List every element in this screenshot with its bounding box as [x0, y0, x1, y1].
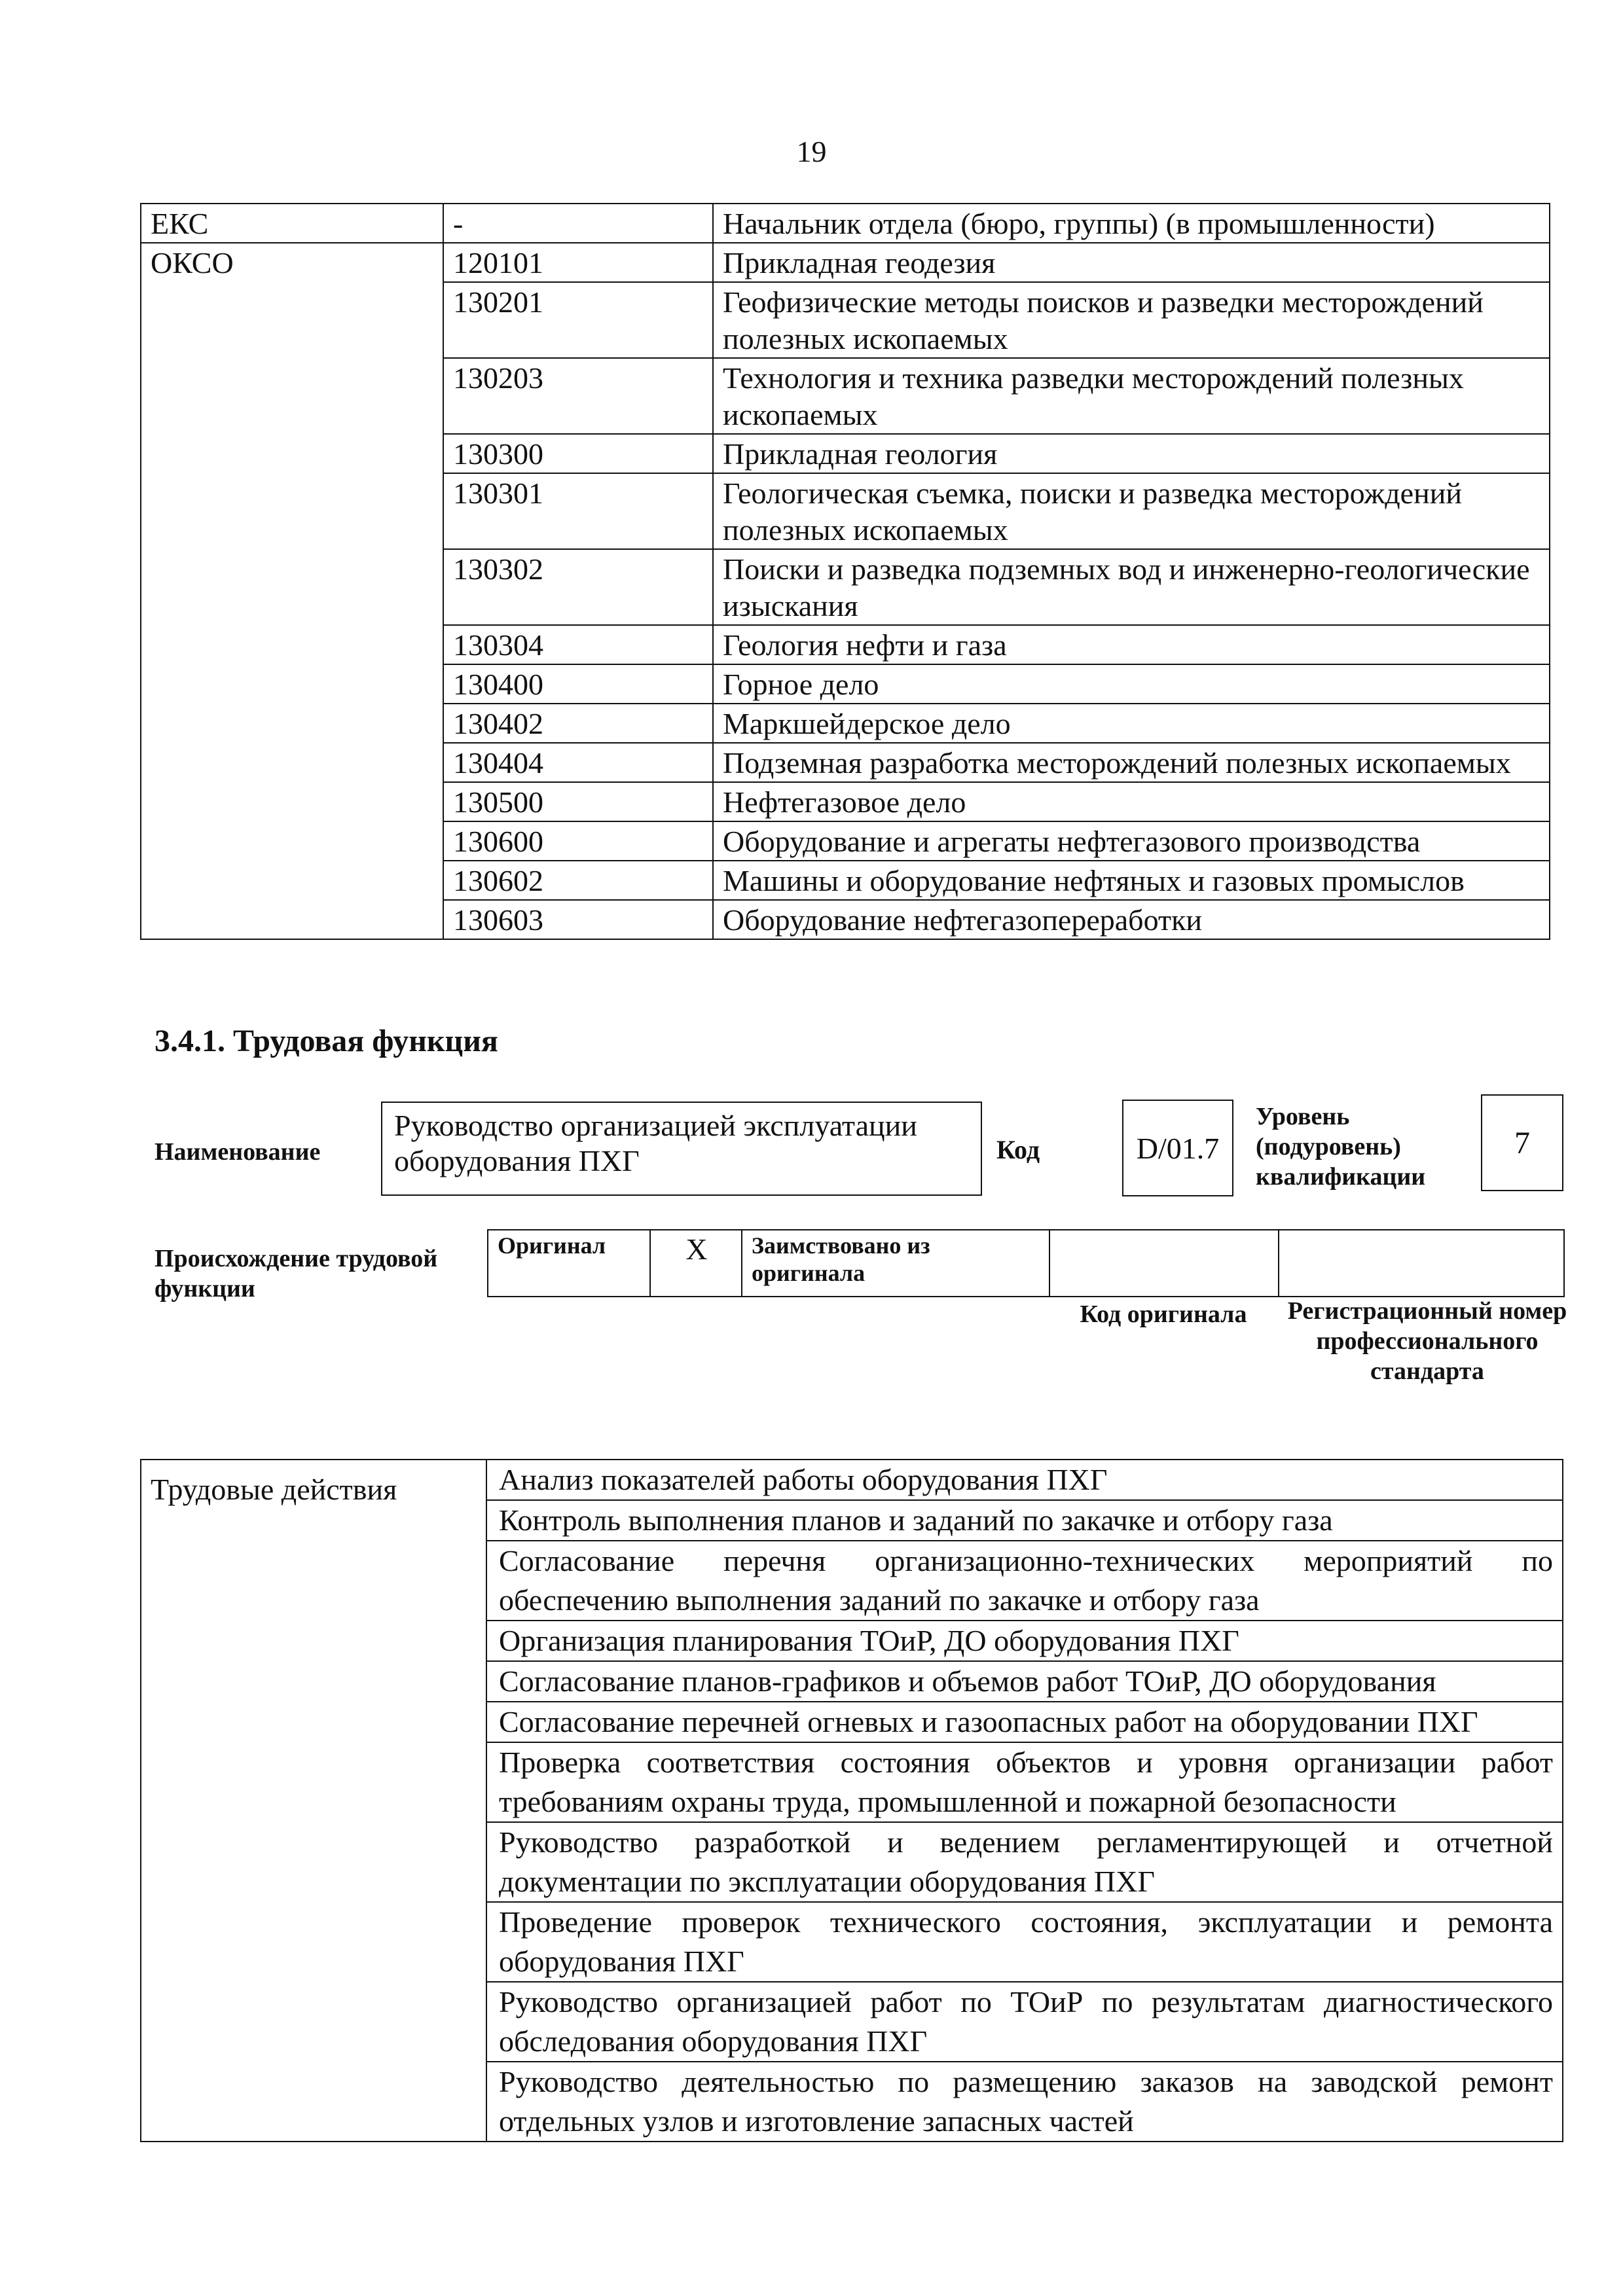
original-mark-cell: X — [650, 1230, 742, 1297]
classifier-cell: ЕКС — [141, 204, 443, 243]
code-cell: 130301 — [443, 473, 713, 549]
function-code-box: D/01.7 — [1122, 1100, 1233, 1196]
origin-table — [487, 1229, 1565, 1297]
name-cell: Горное дело — [713, 664, 1550, 704]
labor-action-item: Организация планирования ТОиР, ДО оборудования ПХГ — [486, 1621, 1563, 1661]
code-cell: 130203 — [443, 358, 713, 434]
code-cell: 130500 — [443, 782, 713, 821]
labor-actions-label: Трудовые действия — [141, 1460, 486, 2142]
function-name-box: Руководство организацией эксплуатации оборудования ПХГ — [381, 1102, 982, 1196]
name-cell: Поиски и разведка подземных вод и инженерно-геологические изыскания — [713, 549, 1550, 625]
code-cell: 130400 — [443, 664, 713, 704]
labor-action-item: Проверка соответствия состояния объектов и уровня организации работ требованиям охраны труда, промышленной и пожарной безопасности — [486, 1742, 1563, 1822]
classifier-cell: ОКСО — [141, 243, 443, 939]
code-cell: 130201 — [443, 282, 713, 358]
borrowed-label-cell: Заимствовано из оригинала — [742, 1230, 1049, 1297]
original-label-cell: Оригинал — [488, 1230, 650, 1297]
page-number: 19 — [796, 135, 827, 168]
registration-number-caption: Регистрационный номер профессионального стандарта — [1287, 1297, 1567, 1385]
name-cell: Подземная разработка месторождений полезных ископаемых — [713, 743, 1550, 782]
name-cell: Начальник отдела (бюро, группы) (в промышленности) — [713, 204, 1550, 243]
level-label: Уровень (подуровень) квалификации — [1256, 1103, 1426, 1191]
name-cell: Нефтегазовое дело — [713, 782, 1550, 821]
code-original-caption: Код оригинала — [1080, 1300, 1247, 1328]
name-cell: Оборудование нефтегазопереработки — [713, 900, 1550, 939]
labor-action-item: Руководство организацией работ по ТОиР по результатам диагностического обследования оборудования ПХГ — [486, 1982, 1563, 2062]
name-cell: Технология и техника разведки месторождений полезных ископаемых — [713, 358, 1550, 434]
table-row — [488, 1230, 1564, 1297]
name-cell: Машины и оборудование нефтяных и газовых промыслов — [713, 861, 1550, 900]
code-cell: 130300 — [443, 434, 713, 473]
code-cell: 130402 — [443, 704, 713, 743]
table-row — [141, 204, 1550, 243]
labor-action-item: Руководство разработкой и ведением регламентирующей и отчетной документации по эксплуатации оборудования ПХГ — [486, 1822, 1563, 1902]
labor-action-item: Проведение проверок технического состояния, эксплуатации и ремонта оборудования ПХГ — [486, 1902, 1563, 1982]
registration-number-cell — [1279, 1230, 1564, 1297]
code-cell: - — [443, 204, 713, 243]
name-label: Наименование — [155, 1138, 321, 1166]
name-cell: Геологическая съемка, поиски и разведка месторождений полезных ископаемых — [713, 473, 1550, 549]
code-label: Код — [996, 1135, 1040, 1164]
labor-actions-table — [140, 1459, 1563, 2142]
code-cell: 130304 — [443, 625, 713, 664]
code-cell: 130600 — [443, 821, 713, 861]
labor-action-item: Анализ показателей работы оборудования ПХГ — [486, 1460, 1563, 1500]
code-cell: 130603 — [443, 900, 713, 939]
labor-action-item: Руководство деятельностью по размещению заказов на заводской ремонт отдельных узлов и изготовление запасных частей — [486, 2062, 1563, 2142]
table-row — [141, 243, 1550, 282]
code-cell: 130404 — [443, 743, 713, 782]
name-cell: Прикладная геология — [713, 434, 1550, 473]
origin-label: Происхождение трудовой функции — [155, 1245, 438, 1302]
labor-action-item: Согласование перечня организационно-технических мероприятий по обеспечению выполнения заданий по закачке и отбору газа — [486, 1541, 1563, 1621]
name-cell: Прикладная геодезия — [713, 243, 1550, 282]
code-cell: 130602 — [443, 861, 713, 900]
code-cell: 130302 — [443, 549, 713, 625]
original-code-cell — [1049, 1230, 1279, 1297]
name-cell: Маркшейдерское дело — [713, 704, 1550, 743]
section-heading: 3.4.1. Трудовая функция — [155, 1024, 498, 1058]
table-row — [141, 1460, 1563, 1500]
name-cell: Оборудование и агрегаты нефтегазового производства — [713, 821, 1550, 861]
level-value-box: 7 — [1481, 1094, 1563, 1191]
name-cell: Геология нефти и газа — [713, 625, 1550, 664]
labor-action-item: Согласование перечней огневых и газоопасных работ на оборудовании ПХГ — [486, 1702, 1563, 1742]
qualification-table — [140, 203, 1550, 940]
name-cell: Геофизические методы поисков и разведки месторождений полезных ископаемых — [713, 282, 1550, 358]
labor-action-item: Контроль выполнения планов и заданий по закачке и отбору газа — [486, 1500, 1563, 1541]
labor-action-item: Согласование планов-графиков и объемов работ ТОиР, ДО оборудования — [486, 1661, 1563, 1702]
code-cell: 120101 — [443, 243, 713, 282]
